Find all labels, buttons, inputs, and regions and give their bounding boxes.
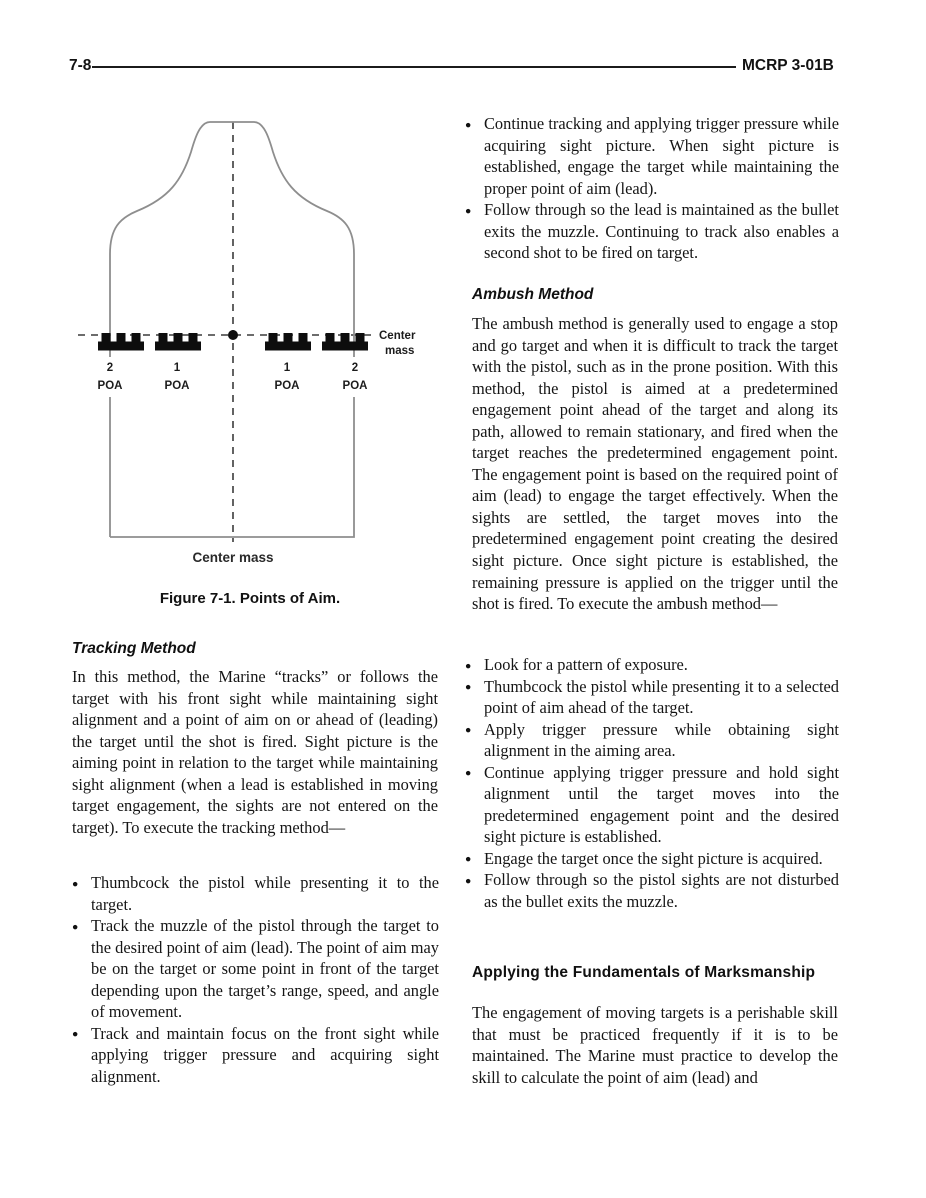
header-rule [92,66,736,68]
applying-fundamentals-heading: Applying the Fundamentals of Marksmanship [472,964,816,981]
ambush-bullet-list [464,654,839,913]
page-number: 7-8 [69,57,92,74]
list-item: ● Thumbcock the pistol while presenting it to a selected point of aim ahead of the target. [464,676,839,719]
sight-mark-poa2-right [322,333,368,351]
tracking-method-heading: Tracking Method [72,640,196,657]
poa-number: 1 [173,362,181,374]
list-item: ● Look for a pattern of exposure. [464,654,839,676]
sight-mark-poa2-left [98,333,144,351]
list-item: ● Continue tracking and applying trigger pressure while acquiring sight picture. When sight picture is established, engage the target while maintaining the proper point of aim (lead). [464,113,839,199]
list-item: ● Thumbcock the pistol while presenting it to the target. [71,872,439,915]
center-mass-bottom-label: Center mass [192,550,274,565]
poa-label: POA [274,380,300,392]
list-item: ● Apply trigger pressure while obtaining sight alignment in the aiming area. [464,719,839,762]
list-item: ● Follow through so the lead is maintained as the bullet exits the muzzle. Continuing to track also enables a second shot to be fired on target. [464,199,839,264]
points-of-aim-figure [70,112,430,572]
document-reference: MCRP 3-01B [742,57,834,74]
list-item: ● Engage the target once the sight picture is acquired. [464,848,839,870]
tracking-continued-bullet-list [464,113,839,264]
poa-number: 2 [106,362,114,374]
list-item: ● Track the muzzle of the pistol through the target to the desired point of aim (lead). The point of aim may be on the target or some point in front of the target depending upon the target’s range, speed, and angle of movement. [71,915,439,1023]
list-item: ● Continue applying trigger pressure and hold sight alignment until the target moves into the predetermined engagement point and the desired sight picture is established. [464,762,839,848]
poa-number: 1 [283,362,291,374]
center-mass-side-label-line2: mass [385,345,415,357]
poa-label: POA [342,380,368,392]
figure-caption: Figure 7-1. Points of Aim. [159,590,341,607]
poa-number: 2 [351,362,359,374]
tracking-bullet-list [71,872,439,1087]
tracking-method-paragraph: In this method, the Marine “tracks” or follows the target with his front sight while maintaining sight alignment and a point of aim on or ahead of (leading) the target until the shot is fired. Sight picture is the aiming point in relation to the target while maintaining sight alignment (when a lead is established in moving target engagement, the sights are not entered on the target). To execute the tracking method— [72,667,438,837]
ambush-method-paragraph: The ambush method is generally used to engage a stop and go target and when it is difficult to track the target with the pistol, such as in the prone position. With this method, the pistol is aimed at a predetermined engagement point ahead of the target and along its path, allowed to remain stationary, and fired when the target reaches the predetermined engagement point. The engagement point is based on the required point of aim (lead) to engage the target effectively. When the sights are settled, the target moves into the predetermined engagement point creating the desired sight picture. Once sight picture is established, the remaining pressure is applied on the trigger until the shot is fired. To execute the ambush method— [472,314,838,614]
list-item: ● Follow through so the pistol sights are not disturbed as the bullet exits the muzzle. [464,869,839,912]
center-mass-side-label-line1: Center [379,330,416,342]
list-item: ● Track and maintain focus on the front sight while applying trigger pressure and acquiring sight alignment. [71,1023,439,1088]
target-silhouette-outline [110,122,354,537]
sight-mark-poa1-right [265,333,311,351]
poa-label: POA [164,380,190,392]
center-mass-dot [228,330,238,340]
ambush-method-heading: Ambush Method [472,286,594,303]
sight-mark-poa1-left [155,333,201,351]
applying-fundamentals-paragraph: The engagement of moving targets is a perishable skill that must be practiced frequently if it is to be maintained. The Marine must practice to develop the skill to calculate the point of aim (lead) and [472,1003,838,1087]
poa-label: POA [97,380,123,392]
